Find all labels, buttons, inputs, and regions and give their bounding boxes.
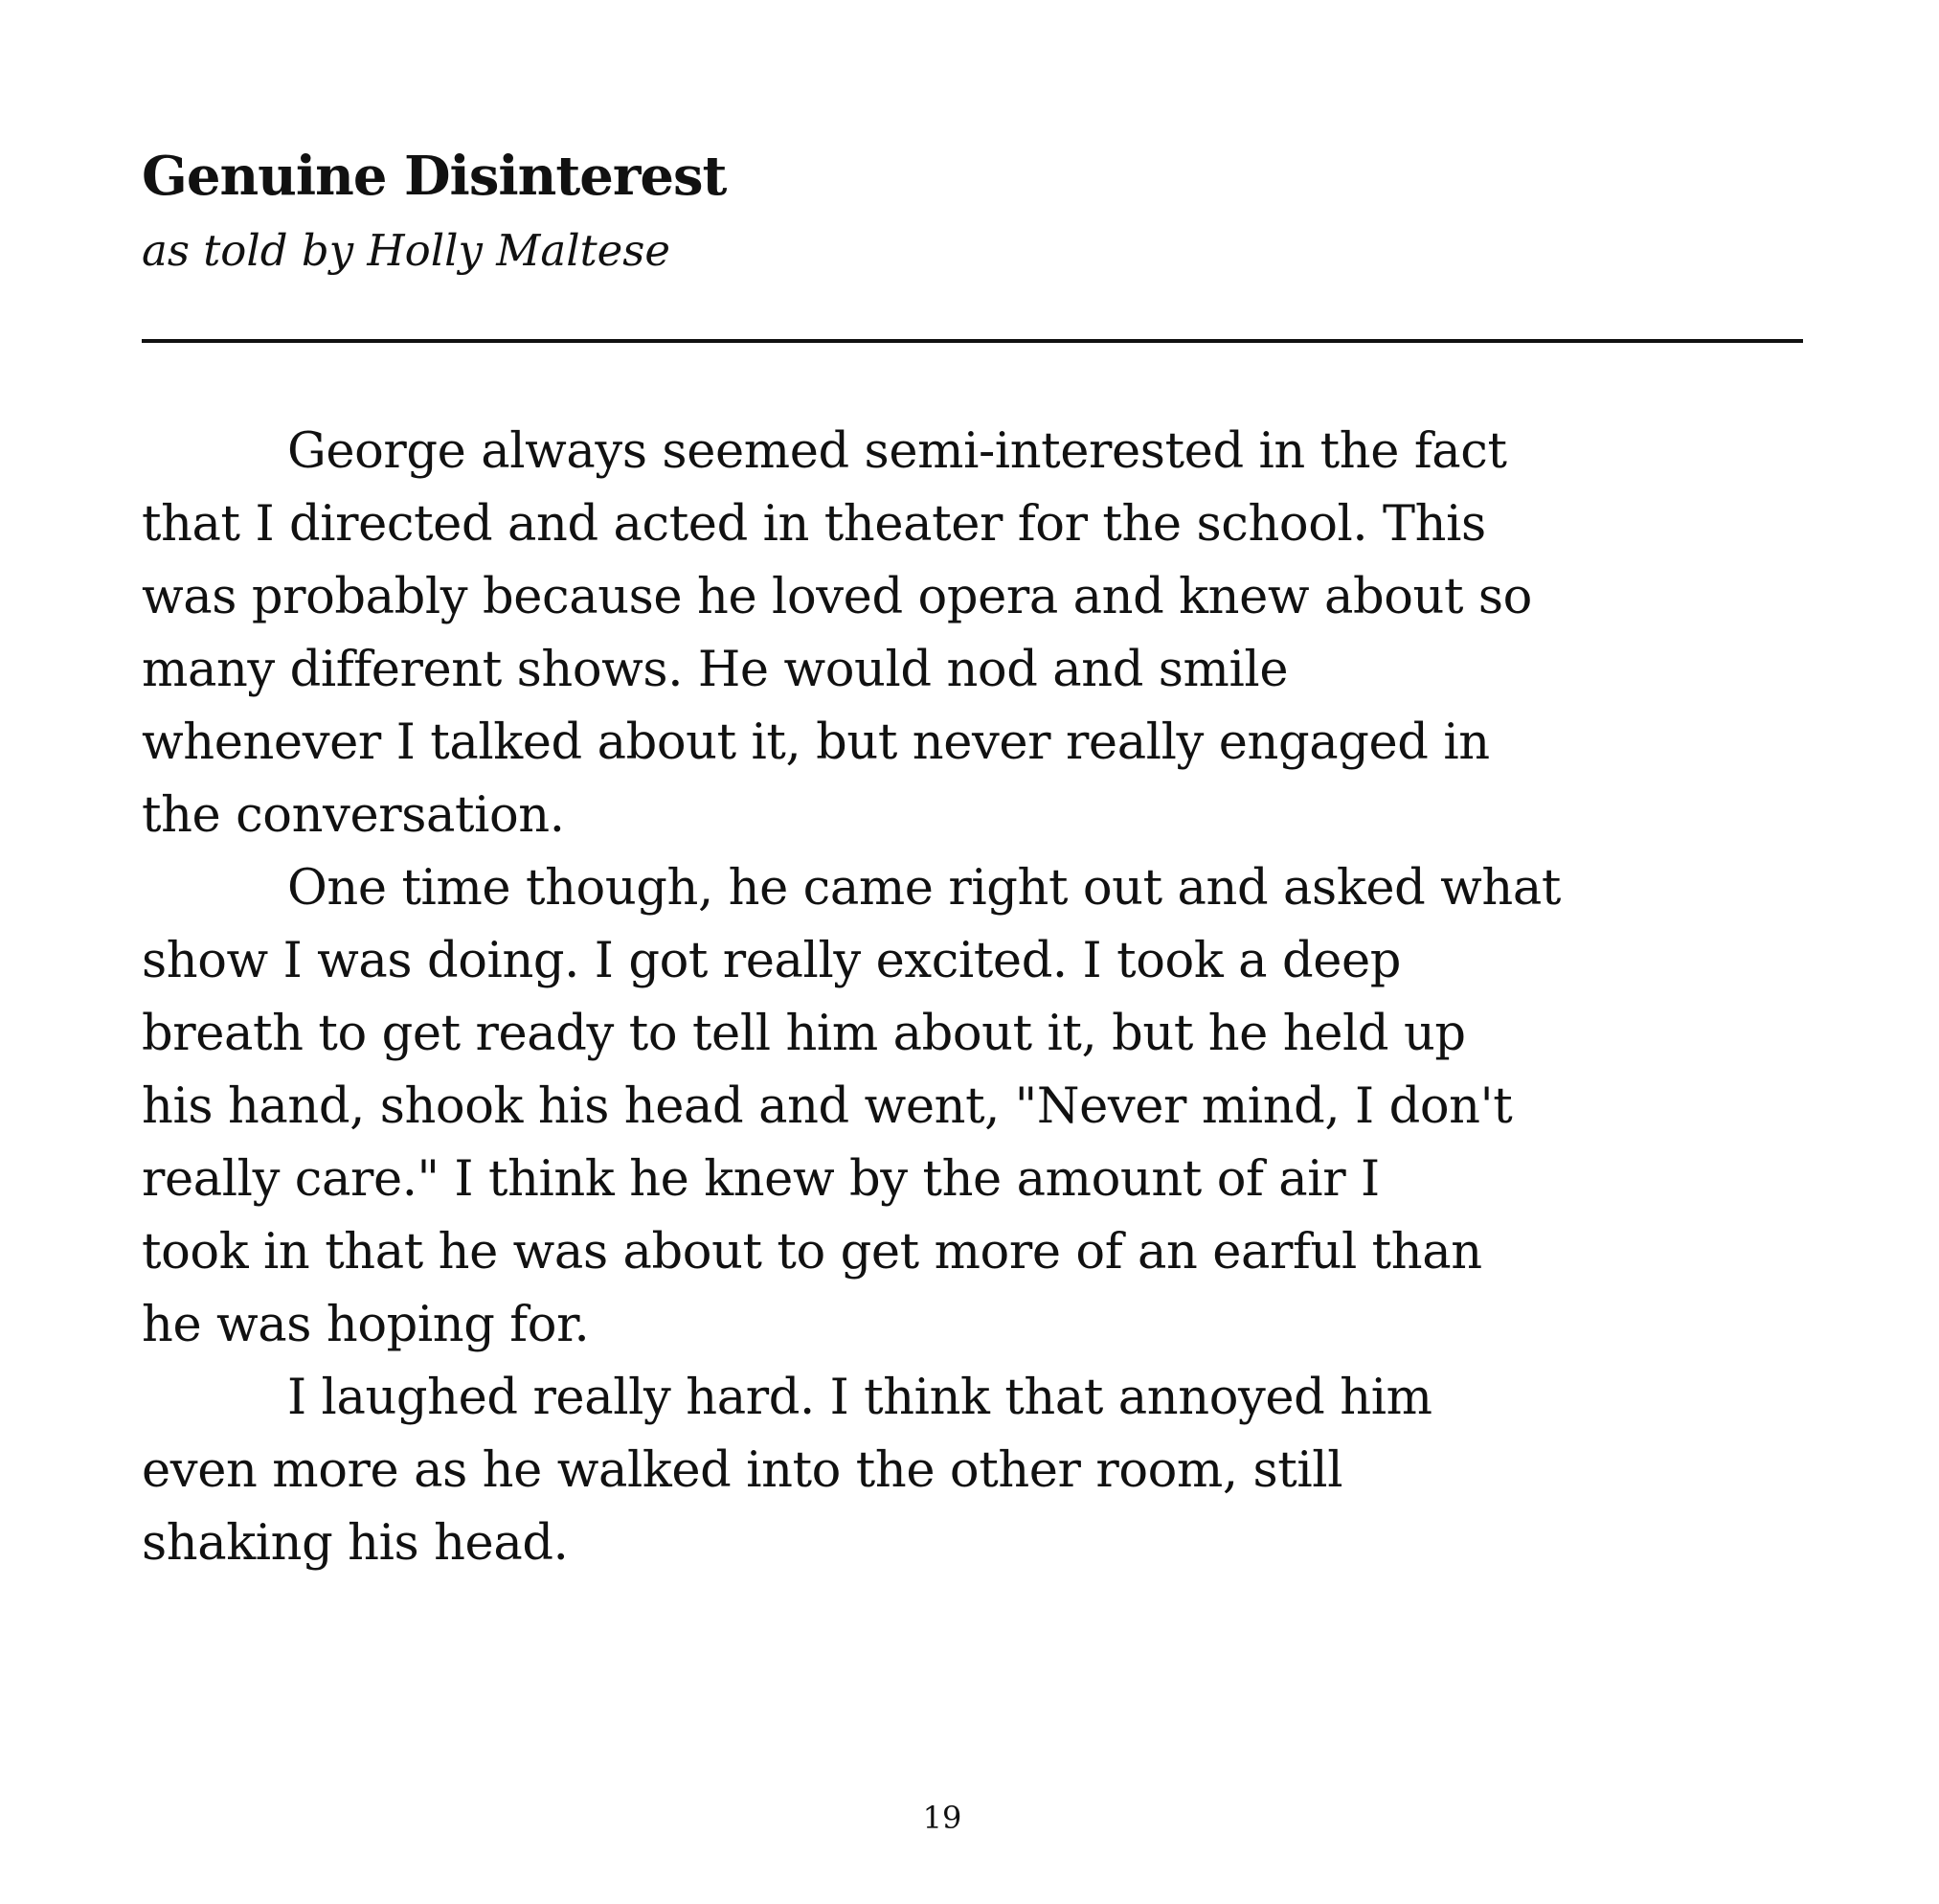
text-line: the conversation. [142,787,565,844]
story-body [142,416,1813,1580]
text-line: show I was doing. I got really excited. I took a deep [142,933,1402,989]
text-line: his hand, shook his head and went, "Never mind, I don't [142,1078,1513,1135]
text-line: took in that he was about to get more of an earful than [142,1224,1482,1281]
paragraph-3 [142,1362,1813,1580]
story-title: Genuine Disinterest [142,145,727,208]
text-line: was probably because he loved opera and knew about so [142,569,1532,625]
text-line: he was hoping for. [142,1297,590,1353]
text-line: that I directed and acted in theater for the school. This [142,496,1486,553]
story-byline: as told by Holly Maltese [142,225,671,276]
text-line: really care." I think he knew by the amount of air I [142,1151,1380,1208]
text-line: One time though, he came right out and asked what [287,860,1561,917]
title-divider [142,339,1803,343]
text-line: whenever I talked about it, but never really engaged in [142,714,1490,771]
text-line: I laughed really hard. I think that annoyed him [287,1370,1432,1426]
text-line: shaking his head. [142,1515,569,1572]
page-number: 19 [922,1800,962,1836]
paragraph-2 [142,852,1813,1362]
text-line: many different shows. He would nod and smile [142,642,1289,698]
text-line: George always seemed semi-interested in the fact [287,423,1507,480]
text-line: breath to get ready to tell him about it, but he held up [142,1006,1466,1062]
text-line: even more as he walked into the other room, still [142,1442,1343,1499]
paragraph-1 [142,416,1813,852]
